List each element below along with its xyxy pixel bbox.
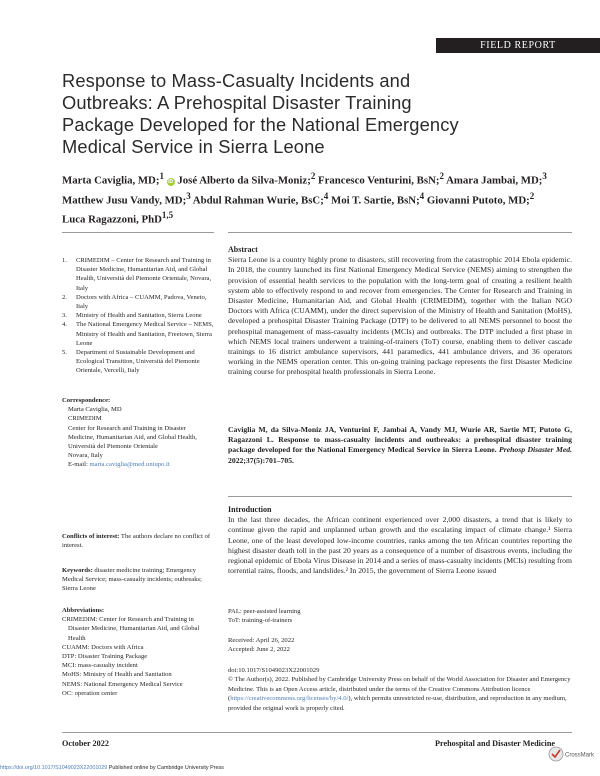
abbreviation-item: NEMS: National Emergency Medical Service [62,680,183,688]
affil-sup: 4 [419,190,425,201]
accepted-date: Accepted: June 2, 2022 [228,646,290,654]
author: Marta Caviglia, MD; [62,174,160,187]
affiliation-item [62,293,214,311]
introduction-text: In the last three decades, the African continent experienced over 2,000 disasters, a trend that is likely to continue given the rapid and unplanned urban growth and the escalating impact of climate change.¹ Sierra Leone, one of the least developed low-income countries, ranks among the ten African countries reporting the highest disaster death toll in the past 20 years as a consequence of a number of disastrous events, including the regional epidemic of Ebola Virus Disease in 2014 and a series of mass-casualty incidents (MCIs) resulting from torrential rains, floods, and landslides.² In 2015, the government of Sierra Leone issued [228,515,572,576]
affiliation-text: Ministry of Health and Sanitation, Sierra Leone [76,312,202,320]
abbreviation-item: CUAMM: Doctors with Africa [62,643,144,651]
article-title: Response to Mass-Casualty Incidents and Outbreaks: A Prehospital Disaster Training Package Developed for the National Emergency Medical Service in Sierra Leone [62,70,459,157]
citation-journal: Prehosp Disaster Med. [499,445,572,455]
doi-bar-link[interactable]: https://doi.org/10.1017/S1049023X22001029 [0,765,108,771]
crossmark-icon[interactable] [548,744,595,764]
affiliation-text: CRIMEDIM – Center for Research and Training in Disaster Medicine, Humanitarian Aid, and Global Health, Università del Piemonte Orientale, Novara, Italy [76,257,212,292]
abstract [228,245,572,378]
footer-date: October 2022 [62,739,109,748]
author: Matthew Jusu Vandy, MD; [62,194,187,207]
author: Moi T. Sartie, BsN; [331,194,420,207]
abbreviations-label: Abbreviations: [62,607,105,614]
received-date: Received: April 26, 2022 [228,637,295,644]
copyright-post: ), which permits unrestricted re-use, distribution, and reproduction in any medium, provided the original work is properly cited. [228,695,567,712]
affil-sup: 1 [159,171,164,181]
article-dates [228,636,572,655]
correspondence-line: Center for Research and Training in Disaster Medicine, Humanitarian Aid, and Global Health, Università del Piemonte Orientale [68,424,197,451]
affil-sup: 2 [529,190,535,201]
author-list [62,169,572,228]
copyright-text [228,675,572,713]
correspondence-label: Correspondence: [62,397,111,404]
author: Amara Jambai, MD; [446,174,543,187]
correspondence-line: CRIMEDIM [68,415,102,423]
abstract-text: Sierra Leone is a country highly prone to disasters, still recovering from the catastrophic 2014 Ebola epidemic. In 2018, the country launched its first National Emergency Medical Service (NEMS) aiming to strengthen the provision of essential health services to the population with the long-term goal of creating a resilient health system able to effectively respond to and recover from emergencies. The Center for Research and Training in Disaster Medicine, Humanitarian Aid, and Global Health (CRIMEDIM), together with the Italian NGO Doctors with Africa (CUAMM), under the direct supervision of the Ministry of Health and Sanitation (MoHS), developed a prehospital Disaster Training Package (DTP) to be delivered to all NEMS personnel to boost the prehospital management of mass-casualty incidents (MCIs) and outbreaks. The DTP included a first phase in which NEMS local trainers underwent a training-of-trainers (ToT) course, enabling them to deliver cascade trainings to 16 district ambulance supervisors, 441 paramedics, 441 ambulance drivers, and 36 operators working in the NEMS operation center. This on-going training package represents the first Disaster Medicine training course for prehospital health professionals in Sierra Leone. [228,255,572,377]
divider [228,232,572,233]
abbreviations [62,606,214,698]
citation [228,425,572,466]
abbreviation-item: MCI: mass-casualty incident [62,662,138,670]
citation-ref: 2022;37(5):701–705. [228,455,294,465]
abbreviation-item: ToT: training-of-trainers [228,617,293,625]
email-link[interactable]: marta.caviglia@med.uniupo.it [89,461,170,469]
affil-sup: 3 [186,190,191,201]
affiliation-item [62,320,214,348]
affil-sup: 2 [310,171,316,181]
abbreviation-item: CRIMEDIM: Center for Research and Training in Disaster Medicine, Humanitarian Aid, and Global Health [62,616,200,642]
citation-text: Caviglia M, da Silva-Moniz JA, Venturini F, Jambai A, Vandy MJ, Wurie AR, Sartie MT, Putoto G, Ragazzoni L. Response to mass-casualty incidents and outbreaks: a prehospital disaster training package developed for the National Emergency Medical Service in Sierra Leone. [228,425,572,455]
keywords [62,566,214,594]
correspondence-line: Marta Caviglia, MD [68,406,122,414]
affil-sup: 2 [439,171,444,181]
affiliation-number: 1. [62,257,67,264]
affiliation-number: 2. [62,293,67,301]
affil-sup: 1,5 [161,210,174,221]
affiliation-text: The National Emergency Medical Service – NEMS, Ministry of Health and Sanitation, Freetown, Sierra Leone [76,321,214,347]
affiliation-number: 4. [62,321,67,329]
correspondence-email-line [62,460,214,469]
abbreviation-item: DTP: Disaster Training Package [62,653,148,661]
affiliation-item [62,348,214,376]
affiliations [62,256,214,376]
field-report-banner: FIELD REPORT [436,38,600,53]
license-link[interactable]: https://creativecommons.org/licenses/by/4.0/ [230,695,349,703]
correspondence-line: Novara, Italy [68,452,103,460]
doi-bar-text: Published online by Cambridge University Press [107,765,224,771]
abbreviation-item: OC: operation center [62,689,118,697]
keywords-text: disaster medicine training; Emergency Medical Service; mass-casualty incidents; outbreaks; Sierra Leone [62,567,202,593]
abbreviation-item: PAL: peer-assisted learning [228,608,301,615]
copyright-pre: © The Author(s), 2022. Published by Cambridge University Press on behalf of the World Association for Disaster and Emergency Medicine. This is an Open Access article, distributed under the terms of the Creative Commons Attribution licence ( [228,676,571,703]
introduction-heading: Introduction [228,505,272,514]
affiliation-text: Doctors with Africa – CUAMM, Padova, Veneto, Italy [76,293,207,311]
abbreviations-right [228,607,572,626]
doi-bar [0,765,224,771]
conflicts-label: Conflicts of interest: [62,533,120,540]
footer-divider [62,732,572,733]
affiliation-item [62,256,214,293]
svg-text:CrossMark: CrossMark [565,752,595,759]
affiliation-item [62,311,214,320]
doi-text: doi:10.1017/S1049023X22001029 [228,667,320,674]
affil-sup: 4 [323,190,329,201]
affiliation-number: 3. [62,312,67,320]
footer-journal: Prehospital and Disaster Medicine [435,739,556,748]
orcid-icon[interactable]: iD [168,178,174,185]
affiliation-text: Department of Sustainable Development and Ecological Transition, Università del Piemonte Orientale, Vercelli, Italy [76,349,200,375]
divider [62,232,214,233]
author: Luca Ragazzoni, PhD [62,213,162,226]
author: José Alberto da Silva-Moniz; [177,174,311,187]
affil-sup: 3 [542,171,547,181]
abstract-heading: Abstract [228,245,258,254]
author: Abdul Rahman Wurie, BsC; [192,194,324,207]
author: Giovanni Putoto, MD; [426,194,530,207]
publication-info [228,666,572,713]
affiliation-number: 5. [62,349,67,357]
conflicts [62,532,214,550]
keywords-label: Keywords: [62,567,93,574]
introduction [228,505,572,576]
email-label: E-mail: [68,461,90,469]
abbreviation-item: MoHS: Ministry of Health and Sanitation [62,671,172,679]
correspondence [62,396,214,470]
divider [228,496,572,497]
author: Francesco Venturini, BsN; [318,174,440,187]
conflicts-text: The authors declare no conflict of interest. [62,533,211,550]
